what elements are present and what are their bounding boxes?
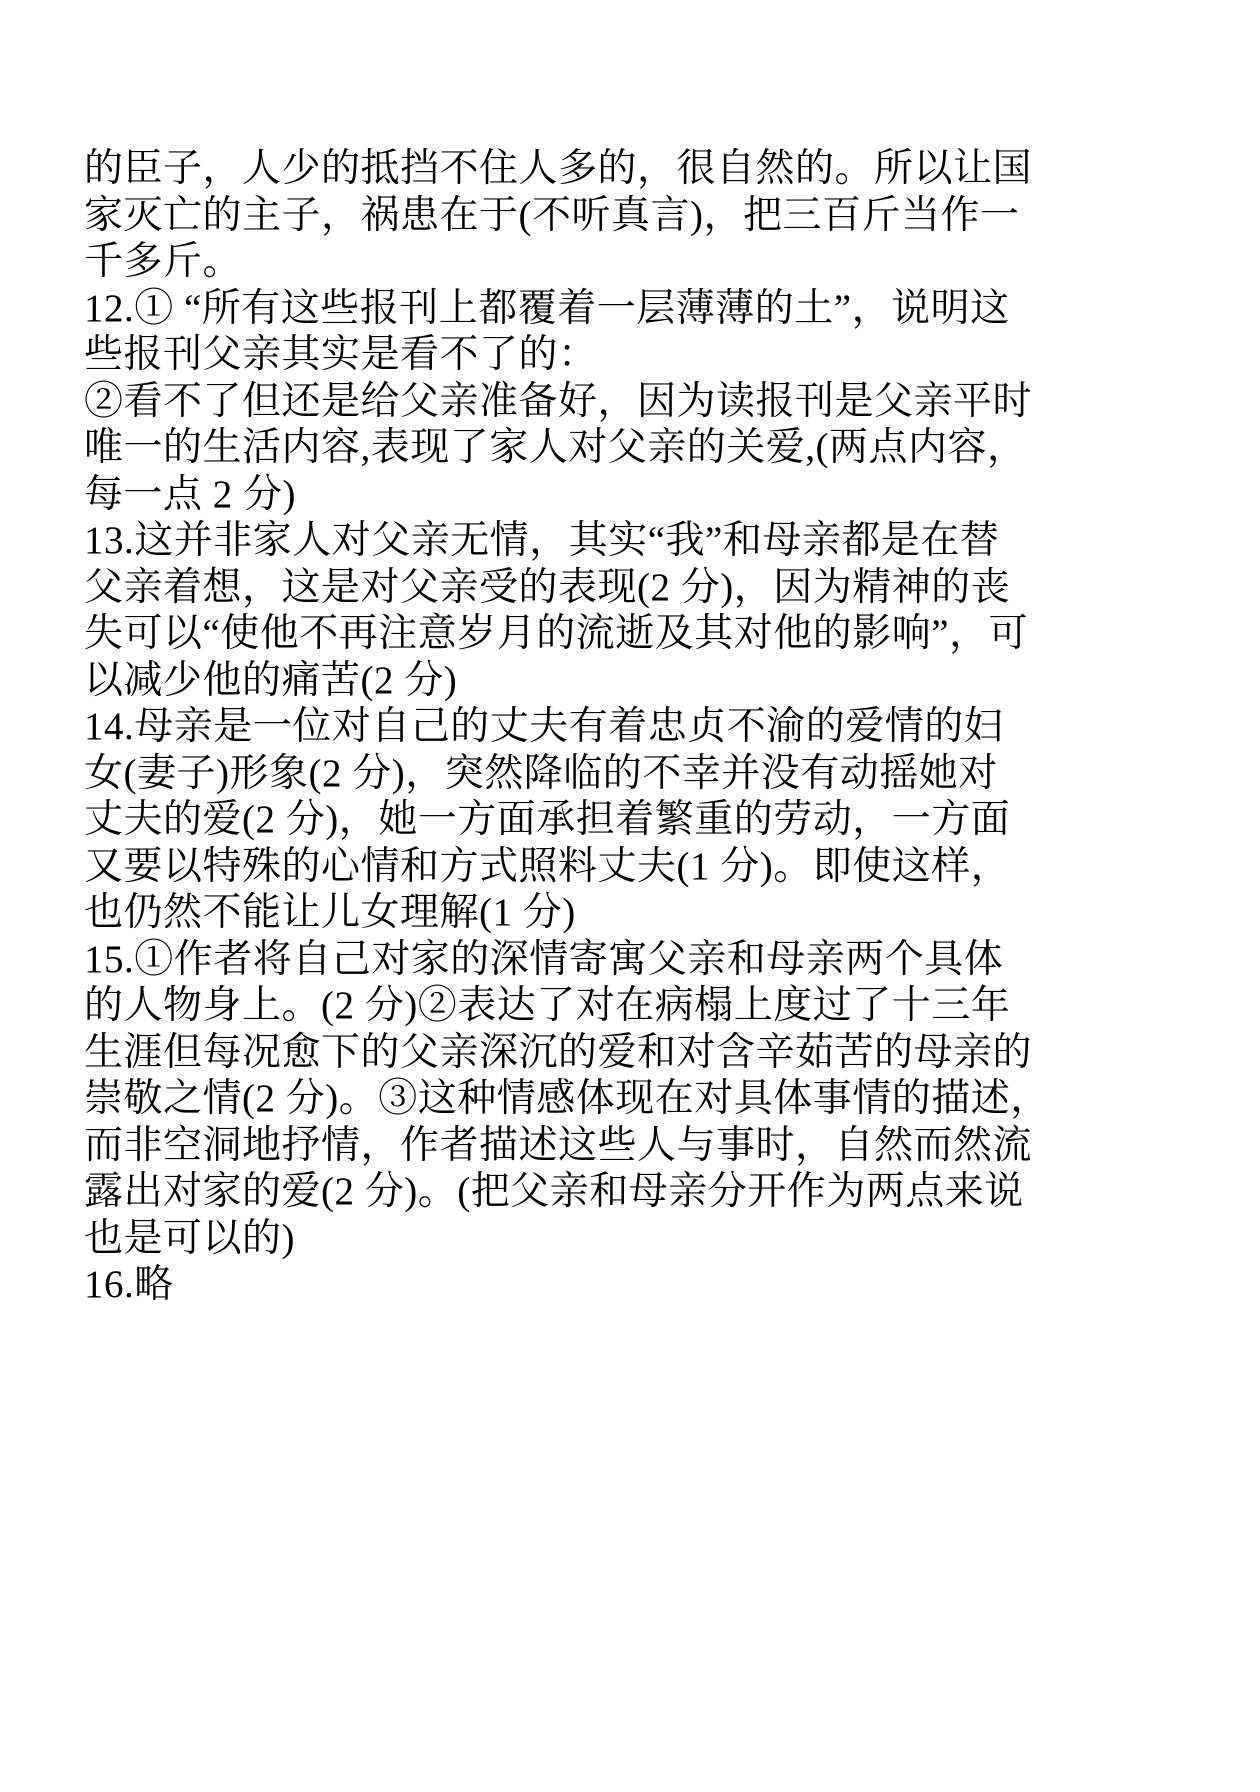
text-line: 唯一的生活内容,表现了家人对父亲的关爱,(两点内容， [84, 426, 1027, 469]
text-line: 13.这并非家人对父亲无情，其实“我”和母亲都是在替 [84, 519, 1000, 562]
text-line: 12.① “所有这些报刊上都覆着一层薄薄的土”，说明这 [84, 286, 1010, 330]
text-line: 以减少他的痛苦(2 分) [84, 658, 458, 702]
text-line: 露出对家的爱(2 分)。(把父亲和母亲分开作为两点来说 [84, 1170, 1024, 1213]
text-line: 14.母亲是一位对自己的丈夫有着忠贞不渝的爱情的妇 [84, 705, 1004, 748]
text-line: 女(妻子)形象(2 分)，突然降临的不幸并没有动摇她对 [84, 751, 998, 795]
text-line: 的人物身上。(2 分)②表达了对在病榻上度过了十三年 [84, 984, 1011, 1027]
answer-text-block [84, 146, 1114, 1309]
text-line: 的臣子，人少的抵挡不住人多的，很自然的。所以让国 [84, 147, 1033, 190]
text-line: ②看不了但还是给父亲准备好，因为读报刊是父亲平时 [84, 379, 1033, 423]
text-line: 崇敬之情(2 分)。③这种情感体现在对具体事情的描述， [84, 1077, 1050, 1120]
text-line: 15.①作者将自己对家的深情寄寓父亲和母亲两个具体 [84, 937, 1004, 981]
text-line: 丈夫的爱(2 分)，她一方面承担着繁重的劳动，一方面 [84, 798, 1011, 841]
text-line: 也仍然不能让儿女理解(1 分) [84, 891, 576, 934]
text-line: 也是可以的) [84, 1216, 295, 1260]
text-line: 家灭亡的主子，祸患在于(不听真言)，把三百斤当作一 [84, 193, 1020, 237]
text-line: 千多斤。 [84, 240, 243, 283]
text-line: 父亲着想，这是对父亲受的表现(2 分)，因为精神的丧 [84, 565, 1011, 609]
text-line: 些报刊父亲其实是看不了的： [84, 333, 598, 376]
text-line: 生涯但每况愈下的父亲深沉的爱和对含辛茹苦的母亲的 [84, 1030, 1033, 1074]
text-line: 16.略 [84, 1263, 174, 1306]
text-line: 失可以“使他不再注意岁月的流逝及其对他的影响”，可 [84, 612, 1029, 655]
text-line: 又要以特殊的心情和方式照料丈夫(1 分)。即使这样， [84, 844, 1011, 888]
text-line: 而非空洞地抒情，作者描述这些人与事时，自然而然流 [84, 1123, 1033, 1167]
text-line: 每一点 2 分) [84, 472, 296, 516]
